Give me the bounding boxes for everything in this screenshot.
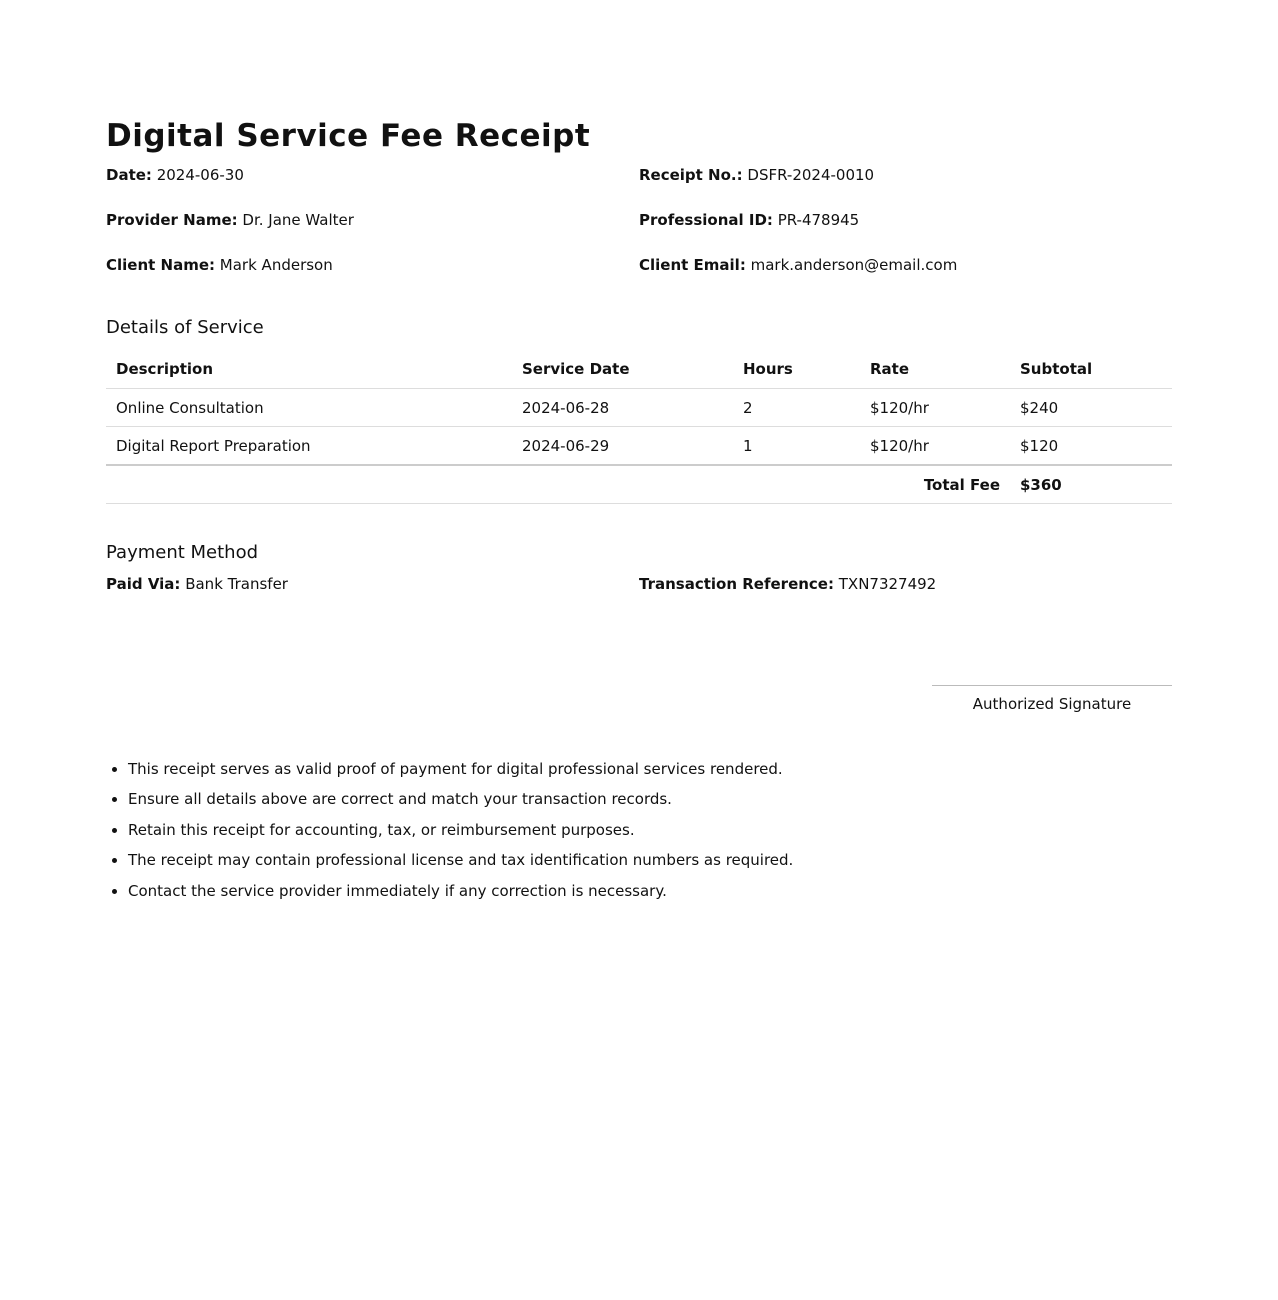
date-field <box>106 164 639 209</box>
page-title: Digital Service Fee Receipt <box>106 118 591 154</box>
row-subtotal: $120 <box>1010 427 1172 466</box>
row-service-date: 2024-06-28 <box>512 389 733 427</box>
total-fee-value: $360 <box>1010 465 1172 504</box>
column-header-subtotal: Subtotal <box>1010 350 1172 389</box>
provider-name-value: Dr. Jane Walter <box>242 211 354 229</box>
professional-id-field <box>639 209 1172 254</box>
date-value: 2024-06-30 <box>156 166 244 184</box>
column-header-description: Description <box>106 350 512 389</box>
date-label: Date: <box>106 166 152 184</box>
list-item: • Ensure all details above are correct and match your transaction records. <box>128 784 1172 814</box>
client-name-value: Mark Anderson <box>219 256 333 274</box>
client-email-label: Client Email: <box>639 256 746 274</box>
total-fee-label: Total Fee <box>106 465 1010 504</box>
table-row <box>106 427 1172 466</box>
professional-id-value: PR-478945 <box>777 211 860 229</box>
row-description: Online Consultation <box>106 389 512 427</box>
row-subtotal: $240 <box>1010 389 1172 427</box>
transaction-reference-label: Transaction Reference: <box>639 575 834 593</box>
receipt-number-label: Receipt No.: <box>639 166 743 184</box>
list-item: • This receipt serves as valid proof of payment for digital professional services rendered. <box>128 754 1172 784</box>
table-row <box>106 389 1172 427</box>
table-header-row <box>106 350 1172 389</box>
column-header-hours: Hours <box>733 350 860 389</box>
receipt-number-field <box>639 164 1172 209</box>
authorized-signature: Authorized Signature <box>932 685 1172 714</box>
row-service-date: 2024-06-29 <box>512 427 733 466</box>
provider-name-field <box>106 209 639 254</box>
payment-heading: Payment Method <box>106 542 259 563</box>
list-item: • Contact the service provider immediately if any correction is necessary. <box>128 876 1172 906</box>
transaction-reference-field <box>639 573 1172 595</box>
notes-list <box>106 754 1172 906</box>
row-description: Digital Report Preparation <box>106 427 512 466</box>
total-row <box>106 465 1172 504</box>
row-rate: $120/hr <box>860 389 1010 427</box>
service-table <box>106 350 1172 504</box>
list-item: • Retain this receipt for accounting, tax, or reimbursement purposes. <box>128 815 1172 845</box>
row-rate: $120/hr <box>860 427 1010 466</box>
receipt-page <box>106 0 1172 906</box>
payment-info <box>106 573 1172 595</box>
receipt-number-value: DSFR-2024-0010 <box>747 166 875 184</box>
transaction-reference-value: TXN7327492 <box>838 575 937 593</box>
client-email-field <box>639 254 1172 299</box>
receipt-info <box>106 164 1172 299</box>
provider-name-label: Provider Name: <box>106 211 238 229</box>
client-email-value: mark.anderson@email.com <box>750 256 958 274</box>
details-heading: Details of Service <box>106 317 264 338</box>
list-item: • The receipt may contain professional license and tax identification numbers as required. <box>128 845 1172 875</box>
client-name-field <box>106 254 639 299</box>
row-hours: 1 <box>733 427 860 466</box>
paid-via-value: Bank Transfer <box>185 575 288 593</box>
paid-via-label: Paid Via: <box>106 575 181 593</box>
row-hours: 2 <box>733 389 860 427</box>
column-header-rate: Rate <box>860 350 1010 389</box>
column-header-service-date: Service Date <box>512 350 733 389</box>
paid-via-field <box>106 573 639 595</box>
client-name-label: Client Name: <box>106 256 216 274</box>
professional-id-label: Professional ID: <box>639 211 773 229</box>
